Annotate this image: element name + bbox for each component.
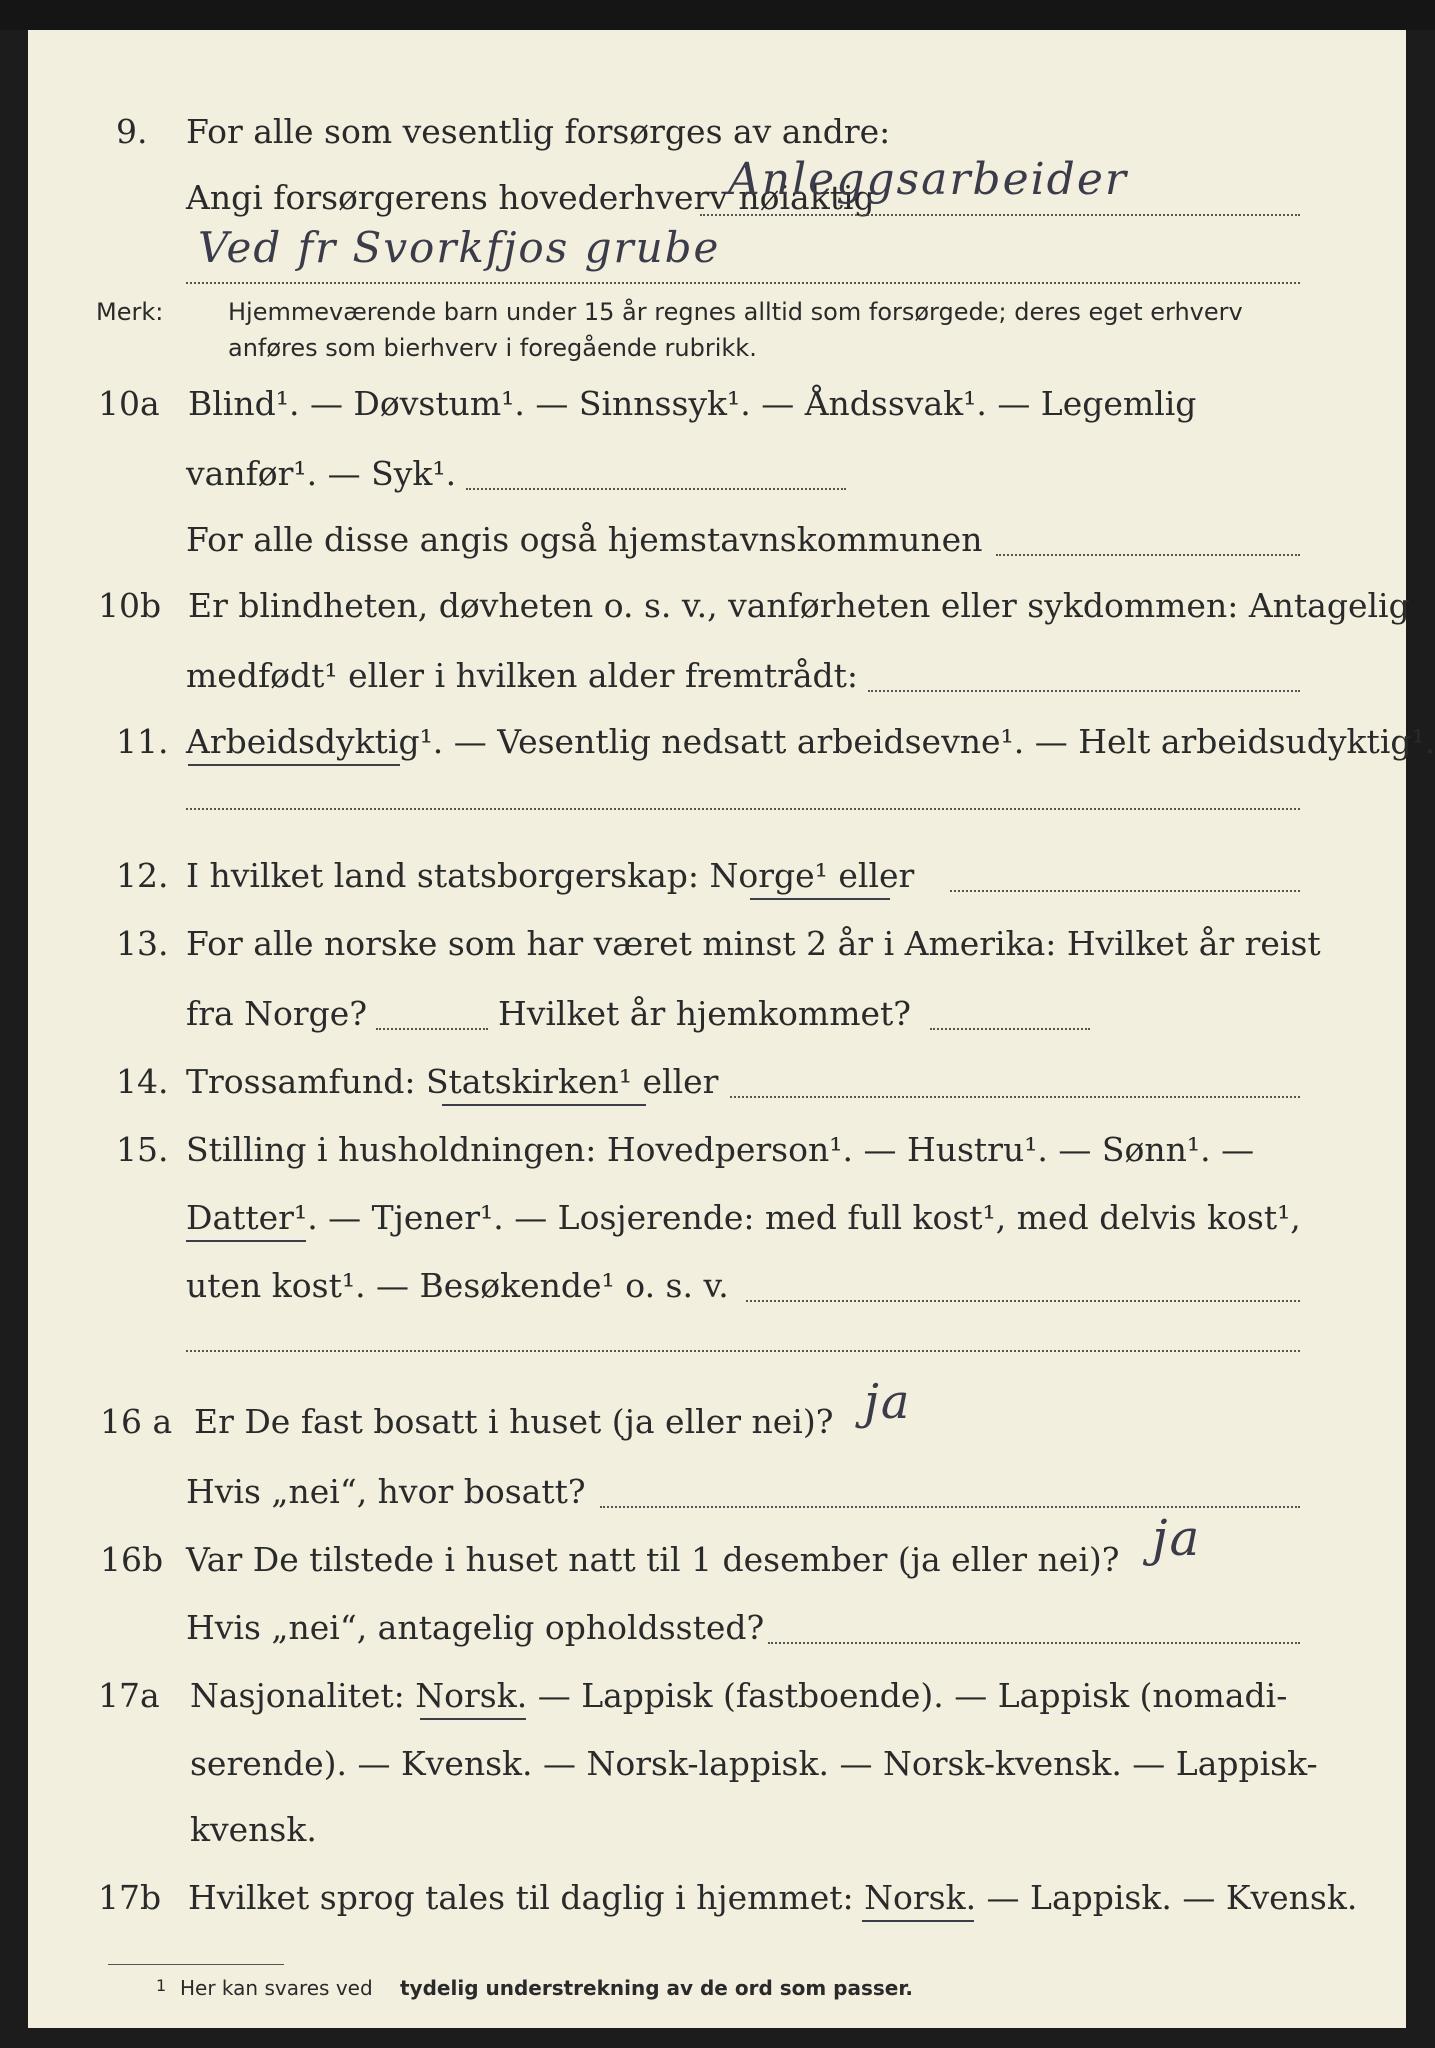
question-text: Angi forsørgerens hovederhverv nøiaktig xyxy=(186,178,875,217)
scan-border xyxy=(0,0,1435,30)
question-text: For alle disse angis også hjemstavnskommunen xyxy=(186,520,983,559)
question-text: Datter¹. — Tjener¹. — Losjerende: med full kost¹, med delvis kost¹, xyxy=(186,1198,1301,1237)
question-number: 17a xyxy=(98,1676,160,1715)
footnote-mark: 1 xyxy=(156,1976,167,1995)
answer-dotted-line xyxy=(186,808,1300,810)
census-form-page xyxy=(28,30,1435,2028)
question-text: Blind¹. — Døvstum¹. — Sinnssyk¹. — Åndssvak¹. — Legemlig xyxy=(188,384,1197,423)
footnote-text: Her kan svares ved xyxy=(180,1976,373,2000)
question-text: Hvis „nei“, antagelig opholdssted? xyxy=(186,1608,765,1647)
answer-dotted-line xyxy=(600,1506,1300,1508)
question-text: Arbeidsdyktig¹. — Vesentlig nedsatt arbeidsevne¹. — Helt arbeidsudyktig¹. xyxy=(186,722,1435,761)
handwritten-answer: ja xyxy=(864,1374,912,1430)
note-text: anføres som bierhverv i foregående rubrikk. xyxy=(228,334,757,362)
question-number: 10b xyxy=(98,586,162,625)
answer-underline xyxy=(420,1718,526,1720)
question-text: Er blindheten, døvheten o. s. v., vanførheten eller sykdommen: Antagelig xyxy=(188,586,1410,625)
answer-dotted-line xyxy=(768,1642,1300,1644)
question-text: Stilling i husholdningen: Hovedperson¹. — Hustru¹. — Sønn¹. — xyxy=(186,1130,1255,1169)
answer-dotted-line xyxy=(730,1096,1300,1098)
question-text: I hvilket land statsborgerskap: Norge¹ eller xyxy=(186,856,915,895)
handwritten-answer: Ved fr Svorkfjos grube xyxy=(198,223,721,272)
answer-dotted-line xyxy=(376,1028,488,1030)
question-text: Er De fast bosatt i huset (ja eller nei)? xyxy=(194,1402,834,1441)
answer-dotted-line xyxy=(186,282,1300,284)
question-text: For alle som vesentlig forsørges av andre: xyxy=(186,112,891,151)
answer-underline xyxy=(750,898,890,900)
question-text: fra Norge? xyxy=(186,994,368,1033)
question-text: Hvilket sprog tales til daglig i hjemmet: Norsk. — Lappisk. — Kvensk. xyxy=(188,1878,1358,1917)
note-label: Merk: xyxy=(96,298,164,326)
answer-dotted-line xyxy=(868,690,1300,692)
question-text: serende). — Kvensk. — Norsk-lappisk. — Norsk-kvensk. — Lappisk- xyxy=(190,1744,1318,1783)
question-number: 10a xyxy=(98,384,160,423)
question-number: 11. xyxy=(116,722,169,761)
handwritten-answer: Anleggsarbeider xyxy=(728,154,1128,205)
question-text: Trossamfund: Statskirken¹ eller xyxy=(186,1062,719,1101)
answer-dotted-line xyxy=(186,1350,1300,1352)
answer-dotted-line xyxy=(930,1028,1090,1030)
question-text: uten kost¹. — Besøkende¹ o. s. v. xyxy=(186,1266,729,1305)
answer-dotted-line xyxy=(746,1300,1300,1302)
question-text: medfødt¹ eller i hvilken alder fremtrådt: xyxy=(186,656,859,695)
answer-dotted-line xyxy=(996,554,1300,556)
question-number: 16 a xyxy=(100,1402,173,1441)
answer-dotted-line xyxy=(950,890,1300,892)
question-text: Nasjonalitet: Norsk. — Lappisk (fastboende). — Lappisk (nomadi- xyxy=(190,1676,1288,1715)
question-text: Var De tilstede i huset natt til 1 desember (ja eller nei)? xyxy=(186,1540,1120,1579)
answer-dotted-line xyxy=(700,214,1300,216)
answer-dotted-line xyxy=(466,488,846,490)
question-text: Hvis „nei“, hvor bosatt? xyxy=(186,1472,586,1511)
answer-underline xyxy=(186,1240,306,1242)
question-number: 17b xyxy=(98,1878,162,1917)
question-number: 15. xyxy=(116,1130,169,1169)
note-text: Hjemmeværende barn under 15 år regnes alltid som forsørgede; deres eget erhverv xyxy=(228,298,1243,326)
answer-underline xyxy=(188,764,400,766)
question-number: 16b xyxy=(100,1540,164,1579)
footnote-text-bold: tydelig understrekning av de ord som passer. xyxy=(400,1976,913,2000)
question-number: 12. xyxy=(116,856,169,895)
question-text: For alle norske som har været minst 2 år i Amerika: Hvilket år reist xyxy=(186,924,1321,963)
question-number: 9. xyxy=(116,112,148,151)
footnote-rule xyxy=(108,1964,284,1965)
question-text: vanfør¹. — Syk¹. xyxy=(186,454,457,493)
question-number: 14. xyxy=(116,1062,169,1101)
question-text: kvensk. xyxy=(190,1810,317,1849)
handwritten-answer: ja xyxy=(1152,1509,1202,1567)
answer-underline xyxy=(862,1920,974,1922)
question-text: Hvilket år hjemkommet? xyxy=(498,994,911,1033)
question-number: 13. xyxy=(116,924,169,963)
answer-underline xyxy=(442,1104,646,1106)
